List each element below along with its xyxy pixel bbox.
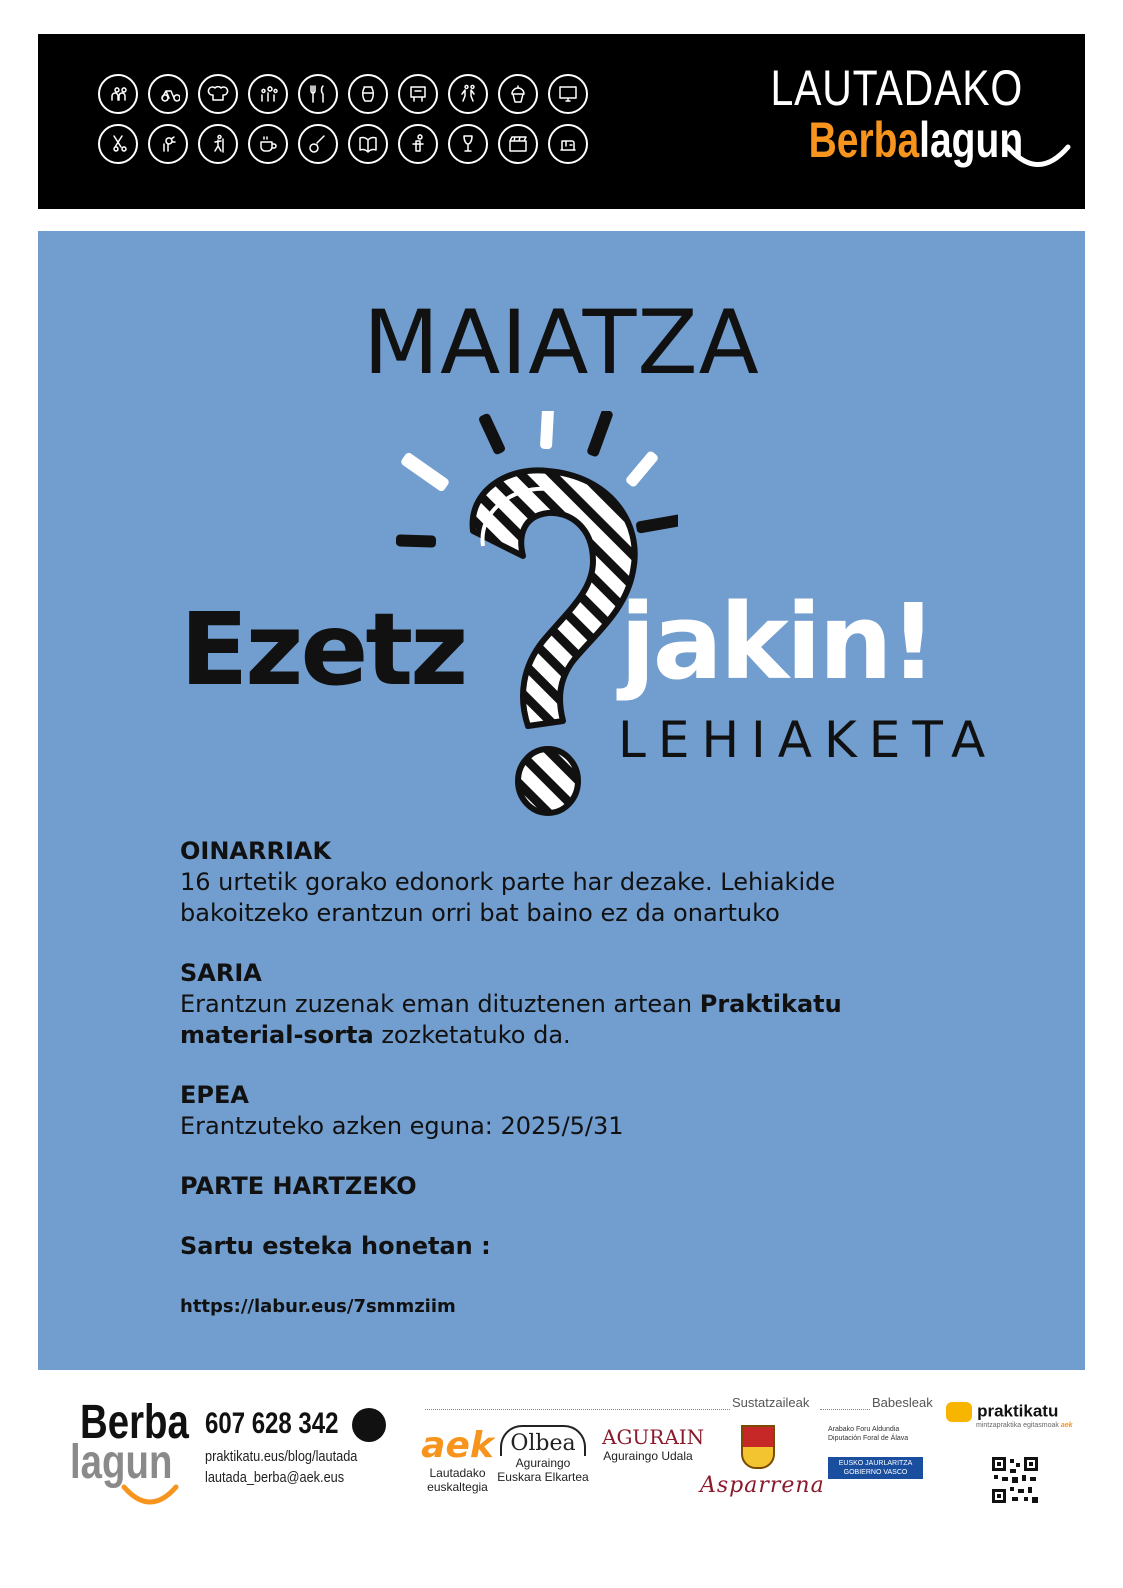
guitar-icon	[298, 124, 338, 164]
clapperboard-icon	[498, 124, 538, 164]
activity-icon-row	[98, 124, 618, 164]
sustatzaileak-label: Sustatzaileak	[732, 1395, 810, 1410]
oinarriak-heading: OINARRIAK	[180, 837, 332, 865]
olbea-sponsor	[497, 1425, 589, 1484]
logo-ezetz: Ezetz	[180, 591, 466, 708]
saria-text-part1: Erantzun zuzenak eman dituztenen artean	[180, 990, 700, 1018]
people-icon	[98, 74, 138, 114]
praktikatu-sub	[976, 1422, 1073, 1429]
pottery-icon	[348, 74, 388, 114]
aek-sponsor	[420, 1425, 495, 1494]
praktikatu-aek: aek	[1060, 1421, 1073, 1429]
cutlery-icon	[298, 74, 338, 114]
saria-text	[180, 989, 940, 1051]
coat-of-arms-icon	[741, 1425, 775, 1469]
coffee-icon	[248, 124, 288, 164]
epea-heading: EPEA	[180, 1081, 249, 1109]
sartu-section	[180, 1231, 940, 1262]
sewing-machine-icon	[548, 124, 588, 164]
wine-icon	[448, 124, 488, 164]
month-title: MAIATZA	[363, 291, 760, 394]
agurain-caption: Aguraingo Udala	[603, 1449, 693, 1463]
family-icon	[248, 74, 288, 114]
qr-code-icon[interactable]	[990, 1455, 1040, 1505]
aek-logo: aek	[421, 1425, 494, 1466]
praktikatu-subtitle: mintzapraktika egitasmoak	[976, 1421, 1059, 1429]
agurain-logo: AGURAIN	[602, 1425, 705, 1449]
activity-icon-row	[98, 74, 618, 114]
main-panel	[38, 231, 1085, 1370]
brand-lagun: lagun	[919, 112, 1023, 168]
berbalagun-footer-logo	[70, 1395, 200, 1515]
book-icon	[348, 124, 388, 164]
epea-text: Erantzuteko azken eguna: 2025/5/31	[180, 1112, 624, 1140]
saria-prize: Praktikatu material-sorta	[180, 990, 842, 1049]
contact-block	[205, 1407, 386, 1488]
brand-top-text: LAUTADAKO	[770, 60, 1023, 116]
phone-number[interactable]: 607 628 342	[205, 1407, 339, 1440]
smile-icon	[1003, 142, 1073, 172]
brand-berba: Berba	[808, 112, 920, 168]
parte-section	[180, 1171, 940, 1202]
cupcake-icon	[498, 74, 538, 114]
praktikatu-text: praktikatu	[977, 1401, 1059, 1421]
agurain-sponsor	[602, 1425, 705, 1463]
babesleak-logos	[828, 1425, 923, 1479]
speech-bubble-icon	[946, 1402, 972, 1422]
eusko-jaurlaritza-logo: EUSKO JAURLARITZA GOBIERNO VASCO	[828, 1457, 923, 1479]
saria-text-part2: zozketatuko da.	[373, 1021, 571, 1049]
brand-bottom-text	[783, 114, 1023, 166]
participation-link[interactable]: https://labur.eus/7smmziim	[180, 1296, 456, 1317]
saria-section	[180, 958, 940, 1051]
footer-smile-icon	[120, 1483, 180, 1509]
epea-section	[180, 1080, 940, 1142]
sustatzaileak-divider	[425, 1409, 730, 1410]
whatsapp-icon[interactable]	[352, 1408, 386, 1442]
bicycle-icon	[148, 74, 188, 114]
babesleak-divider	[820, 1409, 870, 1410]
header-bar	[38, 34, 1085, 209]
diputacion-logo: Arabako Foru Aldundia Diputación Foral de Álava	[828, 1426, 909, 1442]
asparrena-sponsor	[700, 1425, 825, 1498]
oinarriak-text: 16 urtetik gorako edonork parte har dezake. Lehiakide bakoitzeko erantzun orri bat baino ez da onartuko	[180, 868, 836, 927]
blog-link[interactable]: praktikatu.eus/blog/lautada	[205, 1447, 358, 1465]
dance-icon	[448, 74, 488, 114]
lautadako-berbalagun-logo	[715, 62, 1023, 166]
oinarriak-section	[180, 836, 940, 929]
ezetz-jakin-logo	[168, 411, 998, 831]
contest-info	[180, 836, 940, 1322]
computer-icon	[548, 74, 588, 114]
scissors-icon	[98, 124, 138, 164]
board-game-icon	[398, 74, 438, 114]
footer	[0, 1395, 1123, 1588]
email-link[interactable]: lautada_berba@aek.eus	[205, 1468, 345, 1486]
parte-heading: PARTE HARTZEKO	[180, 1172, 417, 1200]
logo-jakin: jakin!	[620, 581, 935, 703]
activity-icon-grid	[98, 74, 618, 174]
logo-lehiaketa: LEHIAKETA	[618, 711, 998, 769]
olbea-caption: Aguraingo Euskara Elkartea	[497, 1456, 589, 1484]
hiking-icon	[198, 124, 238, 164]
singing-icon	[148, 124, 188, 164]
saria-heading: SARIA	[180, 959, 262, 987]
praktikatu-logo	[946, 1401, 1073, 1429]
olbea-logo: Olbea	[500, 1425, 585, 1456]
babesleak-label: Babesleak	[872, 1395, 933, 1410]
asparrena-logo: Asparrena	[700, 1473, 825, 1498]
chef-hat-icon	[198, 74, 238, 114]
theatre-icon	[398, 124, 438, 164]
aek-caption: Lautadako euskaltegia	[427, 1466, 488, 1494]
footer-logo-lagun: lagun	[70, 1436, 173, 1489]
footer-logo-berba: Berba	[80, 1396, 189, 1449]
sartu-heading: Sartu esteka honetan :	[180, 1232, 491, 1260]
